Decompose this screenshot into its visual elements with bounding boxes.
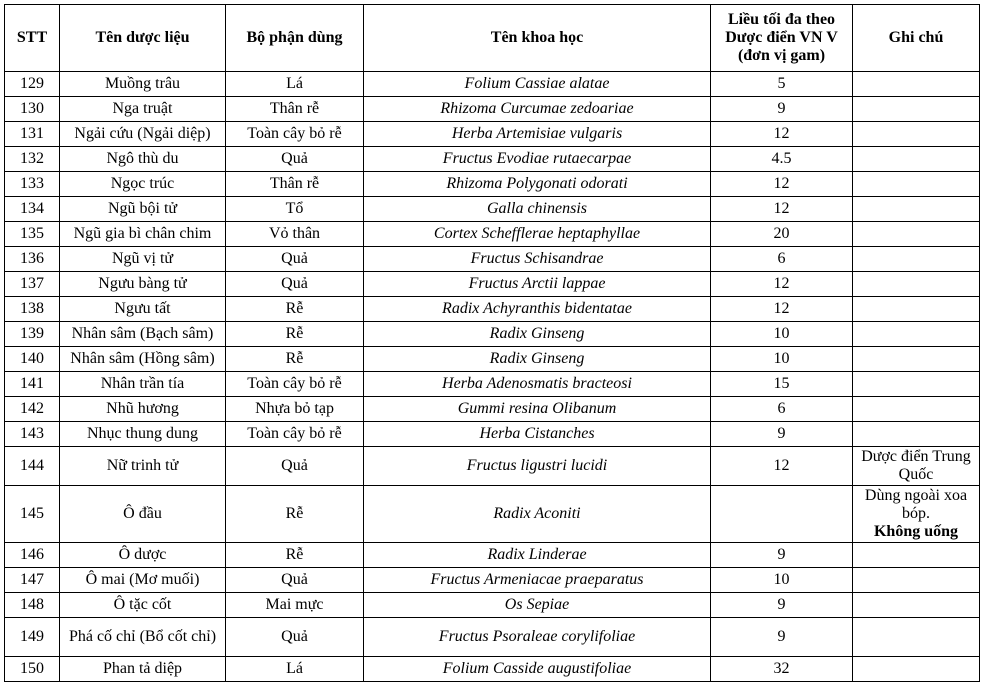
cell-stt: 134 [5,197,60,222]
cell-stt: 144 [5,447,60,486]
cell-note [853,122,980,147]
cell-part: Thân rễ [226,97,364,122]
cell-note [853,247,980,272]
table-row [5,322,980,347]
cell-max-dose: 5 [711,72,853,97]
cell-max-dose: 32 [711,657,853,682]
cell-name: Muồng trâu [60,72,226,97]
cell-note [853,272,980,297]
cell-max-dose: 10 [711,322,853,347]
cell-part: Rễ [226,322,364,347]
cell-max-dose: 15 [711,372,853,397]
cell-scientific-name: Fructus Armeniacae praeparatus [364,568,711,593]
cell-name: Ngũ gia bì chân chim [60,222,226,247]
cell-stt: 149 [5,618,60,657]
cell-name: Nhân trần tía [60,372,226,397]
table-row [5,172,980,197]
header-stt: STT [5,5,60,72]
cell-max-dose: 10 [711,347,853,372]
table-row [5,72,980,97]
cell-scientific-name: Gummi resina Olibanum [364,397,711,422]
cell-name: Nga truật [60,97,226,122]
cell-scientific-name: Radix Achyranthis bidentatae [364,297,711,322]
cell-max-dose: 9 [711,422,853,447]
table-row [5,147,980,172]
cell-scientific-name: Cortex Schefflerae heptaphyllae [364,222,711,247]
cell-scientific-name: Fructus ligustri lucidi [364,447,711,486]
cell-name: Ngọc trúc [60,172,226,197]
table-row [5,447,980,486]
cell-scientific-name: Os Sepiae [364,593,711,618]
cell-scientific-name: Radix Ginseng [364,322,711,347]
cell-max-dose: 9 [711,97,853,122]
cell-name: Ngũ bội tử [60,197,226,222]
cell-note [853,197,980,222]
table-row [5,593,980,618]
cell-part: Quả [226,568,364,593]
table-row [5,222,980,247]
cell-part: Tổ [226,197,364,222]
cell-name: Nữ trinh tử [60,447,226,486]
cell-max-dose: 10 [711,568,853,593]
cell-stt: 139 [5,322,60,347]
cell-part: Toàn cây bỏ rễ [226,122,364,147]
table-row [5,397,980,422]
cell-max-dose: 4.5 [711,147,853,172]
cell-stt: 130 [5,97,60,122]
herbal-dose-table [4,4,980,682]
header-scientific-name: Tên khoa học [364,5,711,72]
cell-note [853,72,980,97]
cell-note [853,618,980,657]
cell-stt: 136 [5,247,60,272]
cell-name: Ô đầu [60,486,226,543]
cell-max-dose: 9 [711,593,853,618]
cell-part: Rễ [226,543,364,568]
cell-note [853,568,980,593]
cell-max-dose: 12 [711,297,853,322]
cell-note [853,486,980,543]
cell-stt: 135 [5,222,60,247]
cell-stt: 148 [5,593,60,618]
cell-max-dose: 12 [711,197,853,222]
cell-name: Ô mai (Mơ muối) [60,568,226,593]
cell-scientific-name: Rhizoma Curcumae zedoariae [364,97,711,122]
cell-stt: 131 [5,122,60,147]
cell-scientific-name: Herba Cistanches [364,422,711,447]
cell-name: Ô tặc cốt [60,593,226,618]
header-max-dose: Liều tối đa theo Dược điển VN V (đơn vị gam) [711,5,853,72]
table-row [5,297,980,322]
cell-name: Phan tả diệp [60,657,226,682]
cell-note [853,172,980,197]
cell-part: Toàn cây bỏ rễ [226,422,364,447]
header-row [5,5,980,72]
cell-scientific-name: Radix Linderae [364,543,711,568]
cell-part: Nhựa bỏ tạp [226,397,364,422]
cell-scientific-name: Radix Aconiti [364,486,711,543]
cell-note [853,222,980,247]
table-row [5,372,980,397]
cell-part: Rễ [226,347,364,372]
header-name: Tên dược liệu [60,5,226,72]
cell-note [853,543,980,568]
cell-max-dose: 12 [711,272,853,297]
cell-part: Lá [226,72,364,97]
cell-part: Rễ [226,486,364,543]
cell-part: Quả [226,618,364,657]
table-row [5,347,980,372]
cell-scientific-name: Fructus Schisandrae [364,247,711,272]
cell-note [853,657,980,682]
table-row [5,247,980,272]
cell-part: Vỏ thân [226,222,364,247]
cell-part: Quả [226,272,364,297]
cell-stt: 142 [5,397,60,422]
cell-part: Quả [226,447,364,486]
cell-scientific-name: Fructus Evodiae rutaecarpae [364,147,711,172]
cell-note [853,347,980,372]
note-text: Dùng ngoài xoa bóp. [864,487,968,522]
cell-scientific-name: Fructus Arctii lappae [364,272,711,297]
cell-note [853,97,980,122]
cell-max-dose: 12 [711,122,853,147]
header-note: Ghi chú [853,5,980,72]
cell-stt: 141 [5,372,60,397]
cell-scientific-name: Herba Adenosmatis bracteosi [364,372,711,397]
cell-max-dose: 9 [711,618,853,657]
cell-max-dose: 20 [711,222,853,247]
cell-stt: 129 [5,72,60,97]
cell-scientific-name: Folium Casside augustifoliae [364,657,711,682]
table-body [5,72,980,682]
cell-scientific-name: Radix Ginseng [364,347,711,372]
cell-note [853,322,980,347]
cell-part: Quả [226,247,364,272]
cell-stt: 150 [5,657,60,682]
cell-scientific-name: Herba Artemisiae vulgaris [364,122,711,147]
header-part: Bộ phận dùng [226,5,364,72]
cell-max-dose: 12 [711,447,853,486]
table-row [5,197,980,222]
cell-max-dose: 12 [711,172,853,197]
table-row [5,486,980,543]
cell-scientific-name: Galla chinensis [364,197,711,222]
table-row [5,272,980,297]
cell-name: Phá cố chỉ (Bổ cốt chỉ) [60,618,226,657]
cell-stt: 133 [5,172,60,197]
cell-name: Nhân sâm (Bạch sâm) [60,322,226,347]
cell-name: Ngô thù du [60,147,226,172]
cell-note [853,422,980,447]
cell-max-dose: 9 [711,543,853,568]
cell-scientific-name: Folium Cassiae alatae [364,72,711,97]
table-row [5,422,980,447]
cell-note [853,297,980,322]
cell-max-dose [711,486,853,543]
cell-part: Lá [226,657,364,682]
cell-note [853,397,980,422]
cell-note: Dược điển Trung Quốc [853,447,980,486]
cell-part: Thân rễ [226,172,364,197]
cell-stt: 143 [5,422,60,447]
cell-name: Ngũ vị tử [60,247,226,272]
cell-note [853,147,980,172]
table-row [5,97,980,122]
cell-max-dose: 6 [711,397,853,422]
cell-stt: 138 [5,297,60,322]
cell-part: Quả [226,147,364,172]
cell-scientific-name: Fructus Psoraleae corylifoliae [364,618,711,657]
cell-stt: 147 [5,568,60,593]
cell-stt: 140 [5,347,60,372]
cell-stt: 146 [5,543,60,568]
table-row [5,122,980,147]
cell-name: Ngưu tất [60,297,226,322]
table-row [5,657,980,682]
cell-part: Mai mực [226,593,364,618]
cell-stt: 132 [5,147,60,172]
cell-stt: 145 [5,486,60,543]
cell-note [853,593,980,618]
cell-name: Nhục thung dung [60,422,226,447]
cell-max-dose: 6 [711,247,853,272]
cell-scientific-name: Rhizoma Polygonati odorati [364,172,711,197]
cell-name: Nhân sâm (Hồng sâm) [60,347,226,372]
cell-name: Ô dược [60,543,226,568]
cell-stt: 137 [5,272,60,297]
cell-name: Ngưu bàng tử [60,272,226,297]
note-warning: Không uống [873,523,959,540]
cell-part: Toàn cây bỏ rễ [226,372,364,397]
table-row [5,543,980,568]
cell-part: Rễ [226,297,364,322]
table-row [5,618,980,657]
table-row [5,568,980,593]
cell-name: Ngải cứu (Ngải diệp) [60,122,226,147]
cell-name: Nhũ hương [60,397,226,422]
cell-note [853,372,980,397]
